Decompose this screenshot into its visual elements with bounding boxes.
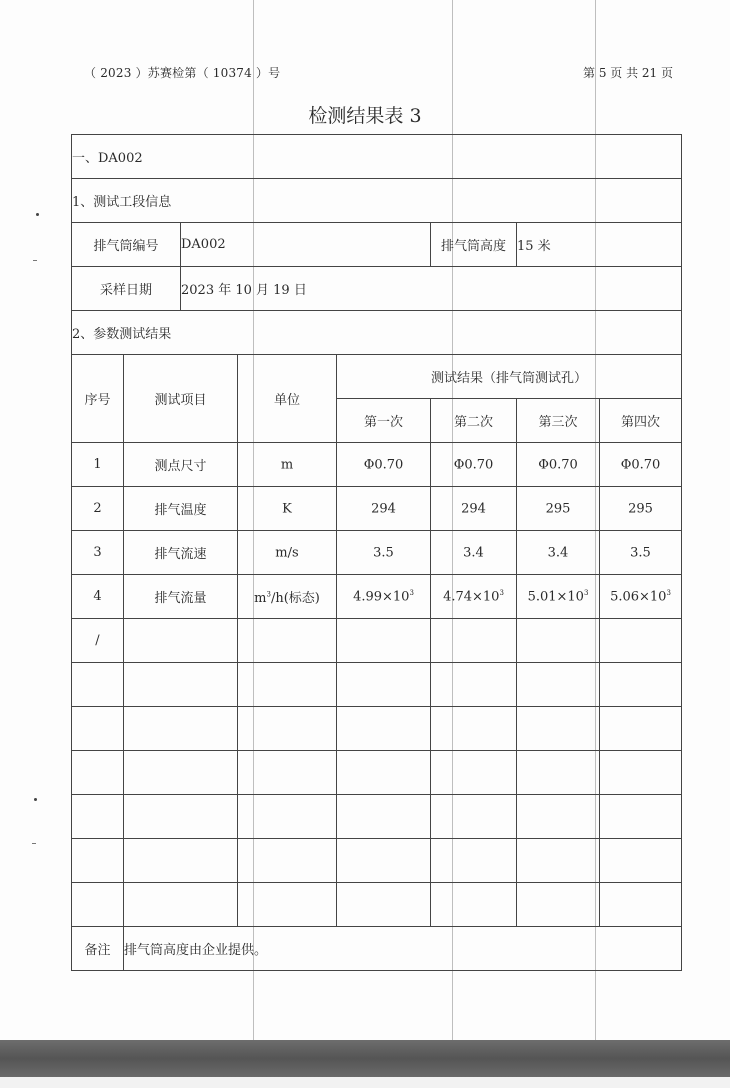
cell-trial-2 <box>431 619 517 663</box>
cell-trial-3 <box>517 619 600 663</box>
unit-exponent: 3 <box>266 590 271 599</box>
scan-speck <box>32 843 36 844</box>
empty-cell <box>72 795 124 839</box>
table-row <box>72 443 682 487</box>
cell-seq: / <box>72 619 124 663</box>
cell-trial-4 <box>600 443 682 487</box>
empty-cell <box>431 751 517 795</box>
empty-cell <box>431 795 517 839</box>
empty-cell <box>517 751 600 795</box>
value-exponent: 3 <box>499 588 504 597</box>
value-text: 4.74×10 <box>443 589 500 605</box>
empty-cell <box>238 839 337 883</box>
empty-cell <box>124 883 238 927</box>
col-header-trial-4: 第四次 <box>600 399 682 443</box>
empty-cell <box>238 707 337 751</box>
col-header-seq: 序号 <box>72 355 124 443</box>
empty-row <box>72 883 682 927</box>
cell-item: 排气流量 <box>124 575 238 619</box>
empty-cell <box>517 883 600 927</box>
empty-row <box>72 751 682 795</box>
value-exponent: 3 <box>409 588 414 597</box>
empty-cell <box>337 795 431 839</box>
value-text: Φ0.70 <box>538 457 578 473</box>
scan-border <box>0 1077 730 1088</box>
empty-cell <box>72 883 124 927</box>
empty-cell <box>124 663 238 707</box>
cell-unit <box>238 619 337 663</box>
table-row <box>72 531 682 575</box>
cell-trial-3 <box>517 443 600 487</box>
empty-row <box>72 707 682 751</box>
section-params: 2、参数测试结果 <box>72 311 682 355</box>
section-info: 1、测试工段信息 <box>72 179 682 223</box>
value-text: 5.06×10 <box>610 589 667 605</box>
cell-trial-3 <box>517 487 600 531</box>
value-text: 294 <box>371 501 396 517</box>
unit-text: K <box>282 501 292 517</box>
stack-number-value: DA002 <box>181 223 431 267</box>
stack-height-label: 排气筒高度 <box>431 223 517 267</box>
remarks-text: 排气筒高度由企业提供。 <box>124 927 682 971</box>
cell-item: 测点尺寸 <box>124 443 238 487</box>
value-text: 295 <box>628 501 653 517</box>
sample-date-label: 采样日期 <box>72 267 181 311</box>
empty-cell <box>238 795 337 839</box>
empty-cell <box>124 707 238 751</box>
value-text: Φ0.70 <box>453 457 494 473</box>
empty-cell <box>238 883 337 927</box>
cell-trial-2 <box>431 487 517 531</box>
empty-cell <box>238 751 337 795</box>
value-text: 5.01×10 <box>527 589 584 605</box>
cell-trial-4 <box>600 575 682 619</box>
col-header-trial-3: 第三次 <box>517 399 600 443</box>
col-header-item: 测试项目 <box>124 355 238 443</box>
stack-height-value: 15 米 <box>517 223 682 267</box>
col-header-results: 测试结果（排气筒测试孔） <box>337 355 682 399</box>
empty-cell <box>600 751 682 795</box>
value-text: 3.5 <box>373 545 394 561</box>
unit-suffix: /h(标态) <box>270 591 320 606</box>
value-text: 295 <box>545 501 571 517</box>
empty-cell <box>124 795 238 839</box>
empty-cell <box>72 751 124 795</box>
empty-cell <box>431 883 517 927</box>
cell-trial-1 <box>337 443 431 487</box>
cell-unit <box>238 575 337 619</box>
value-text: 3.4 <box>547 545 569 561</box>
scan-speck <box>34 798 37 801</box>
cell-trial-3 <box>517 575 600 619</box>
sample-date-value: 2023 年 10 月 19 日 <box>181 267 682 311</box>
empty-cell <box>431 839 517 883</box>
empty-cell <box>431 663 517 707</box>
value-exponent: 3 <box>666 588 671 597</box>
section-main: 一、DA002 <box>72 135 682 179</box>
empty-cell <box>517 795 600 839</box>
value-text: Φ0.70 <box>620 457 661 473</box>
cell-trial-1 <box>337 487 431 531</box>
page-info: 第 5 页 共 21 页 <box>583 66 673 80</box>
empty-row <box>72 795 682 839</box>
scan-speck <box>36 213 39 216</box>
unit-text: m <box>280 457 294 473</box>
value-text: 4.99×10 <box>353 589 410 605</box>
empty-cell <box>72 839 124 883</box>
value-text: 294 <box>461 501 486 517</box>
results-table <box>71 134 682 971</box>
scan-border <box>0 1040 730 1077</box>
empty-cell <box>72 707 124 751</box>
cell-trial-3 <box>517 531 600 575</box>
scan-speck <box>33 260 37 261</box>
cell-trial-4 <box>600 487 682 531</box>
empty-cell <box>600 795 682 839</box>
value-exponent: 3 <box>583 588 589 597</box>
value-text: 3.5 <box>630 545 651 561</box>
cell-trial-4 <box>600 531 682 575</box>
cell-unit <box>238 531 337 575</box>
col-header-trial-1: 第一次 <box>337 399 431 443</box>
col-header-unit: 单位 <box>238 355 337 443</box>
cell-trial-1 <box>337 619 431 663</box>
value-text: 3.4 <box>463 545 484 561</box>
empty-cell <box>600 839 682 883</box>
cell-unit <box>238 487 337 531</box>
cell-seq: 4 <box>72 575 124 619</box>
empty-row <box>72 663 682 707</box>
empty-cell <box>124 751 238 795</box>
empty-cell <box>517 663 600 707</box>
empty-cell <box>238 663 337 707</box>
value-text: Φ0.70 <box>363 457 404 473</box>
cell-trial-1 <box>337 575 431 619</box>
cell-unit <box>238 443 337 487</box>
empty-cell <box>517 839 600 883</box>
unit-text: m <box>254 591 267 606</box>
cell-trial-2 <box>431 443 517 487</box>
empty-cell <box>337 883 431 927</box>
empty-cell <box>337 751 431 795</box>
cell-trial-1 <box>337 531 431 575</box>
cell-seq: 3 <box>72 531 124 575</box>
empty-cell <box>517 707 600 751</box>
empty-cell <box>337 663 431 707</box>
cell-seq: 1 <box>72 443 124 487</box>
cell-trial-4 <box>600 619 682 663</box>
empty-cell <box>337 707 431 751</box>
empty-cell <box>600 883 682 927</box>
remarks-label: 备注 <box>72 927 124 971</box>
cell-seq: 2 <box>72 487 124 531</box>
cell-item: 排气流速 <box>124 531 238 575</box>
table-row <box>72 487 682 531</box>
report-number: （ 2023 ）苏赛检第（ 10374 ）号 <box>84 66 281 80</box>
empty-row <box>72 839 682 883</box>
table-row <box>72 619 682 663</box>
stack-number-label: 排气筒编号 <box>72 223 181 267</box>
empty-cell <box>600 663 682 707</box>
cell-trial-2 <box>431 531 517 575</box>
col-header-trial-2: 第二次 <box>431 399 517 443</box>
empty-cell <box>337 839 431 883</box>
empty-cell <box>72 663 124 707</box>
table-row <box>72 575 682 619</box>
empty-cell <box>431 707 517 751</box>
cell-item <box>124 619 238 663</box>
page-title: 检测结果表 3 <box>308 105 422 127</box>
cell-item: 排气温度 <box>124 487 238 531</box>
empty-cell <box>600 707 682 751</box>
cell-trial-2 <box>431 575 517 619</box>
unit-text: m/s <box>275 545 299 561</box>
empty-cell <box>124 839 238 883</box>
